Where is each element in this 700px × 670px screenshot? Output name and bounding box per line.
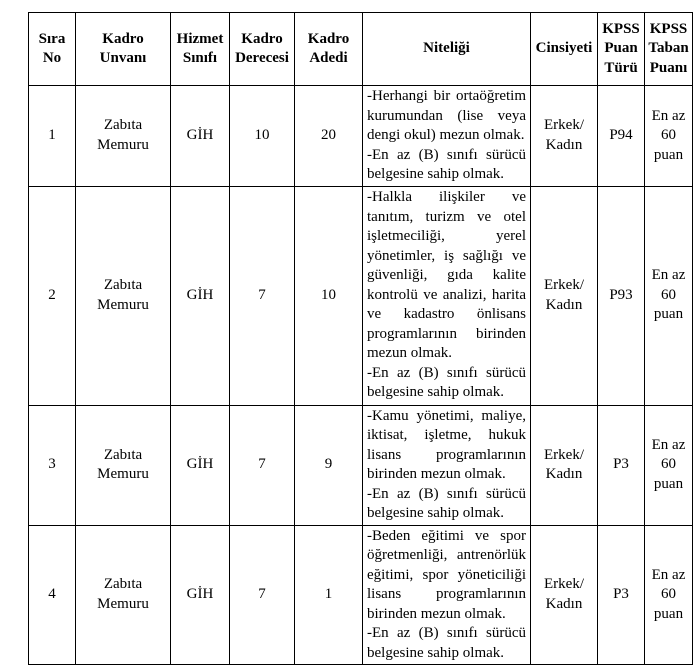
nitelik-license: -En az (B) sınıfı sürücü belgesine sahip olmak.	[367, 364, 526, 401]
header-kadro-derecesi: Kadro Derecesi	[230, 13, 295, 86]
cell-sira: 1	[29, 86, 76, 187]
nitelik-license: -En az (B) sınıfı sürücü belgesine sahip olmak.	[367, 485, 526, 521]
header-cinsiyeti: Cinsiyeti	[531, 13, 598, 86]
header-niteligi: Niteliği	[363, 13, 531, 86]
cell-puan-turu: P3	[598, 525, 645, 665]
cell-sinif: GİH	[171, 405, 230, 525]
cell-cinsiyet: Erkek/ Kadın	[531, 86, 598, 187]
cell-unvan: Zabıta Memuru	[76, 186, 171, 405]
cell-adet: 1	[295, 525, 363, 665]
cell-adet: 9	[295, 405, 363, 525]
cell-puan-turu: P93	[598, 186, 645, 405]
cell-derece: 7	[230, 525, 295, 665]
cell-sinif: GİH	[171, 525, 230, 665]
cell-cinsiyet: Erkek/ Kadın	[531, 186, 598, 405]
header-kadro-adedi: Kadro Adedi	[295, 13, 363, 86]
cell-derece: 7	[230, 186, 295, 405]
header-kadro-unvani: Kadro Unvanı	[76, 13, 171, 86]
cell-derece: 10	[230, 86, 295, 187]
nitelik-license: -En az (B) sınıfı sürücü belgesine sahip olmak.	[367, 625, 526, 661]
cell-nitelik	[363, 86, 531, 187]
cell-sira: 2	[29, 186, 76, 405]
table-row	[29, 405, 693, 525]
cell-adet: 10	[295, 186, 363, 405]
cell-taban-puan: En az 60 puan	[645, 405, 693, 525]
header-hizmet-sinifi: Hizmet Sınıfı	[171, 13, 230, 86]
header-kpss-taban-puani: KPSS Taban Puanı	[645, 13, 693, 86]
cell-unvan: Zabıta Memuru	[76, 405, 171, 525]
table-row	[29, 86, 693, 187]
cell-nitelik	[363, 186, 531, 405]
nitelik-education: -Halkla ilişkiler ve tanıtım, turizm ve otel işletmeciliği, yerel yönetimler, iş sağlığı ve güvenliği, gıda kalite kontrolü ve analizi, harita ve kadastro önlisans programlarının birinden mezun olmak.	[367, 189, 526, 362]
cell-nitelik	[363, 405, 531, 525]
document-page	[28, 12, 693, 665]
header-kpss-puan-turu: KPSS Puan Türü	[598, 13, 645, 86]
cell-sinif: GİH	[171, 86, 230, 187]
cell-unvan: Zabıta Memuru	[76, 525, 171, 665]
cell-sira: 4	[29, 525, 76, 665]
cell-puan-turu: P3	[598, 405, 645, 525]
cell-sira: 3	[29, 405, 76, 525]
cell-puan-turu: P94	[598, 86, 645, 187]
cell-taban-puan: En az 60 puan	[645, 186, 693, 405]
nitelik-education: -Beden eğitimi ve spor öğretmenliği, antrenörlük eğitimi, spor yöneticiliği lisans programlarının birinden mezun olmak.	[367, 527, 526, 622]
header-row	[29, 13, 693, 86]
cell-unvan: Zabıta Memuru	[76, 86, 171, 187]
cell-sinif: GİH	[171, 186, 230, 405]
nitelik-education: -Herhangi bir ortaöğretim kurumundan (lise veya dengi okul) mezun olmak.	[367, 88, 526, 143]
nitelik-education: -Kamu yönetimi, maliye, iktisat, işletme, hukuk lisans programlarının birinden mezun olmak.	[367, 407, 526, 482]
cell-cinsiyet: Erkek/ Kadın	[531, 405, 598, 525]
kadro-table	[28, 12, 693, 665]
cell-cinsiyet: Erkek/ Kadın	[531, 525, 598, 665]
cell-taban-puan: En az 60 puan	[645, 86, 693, 187]
table-row	[29, 525, 693, 665]
cell-derece: 7	[230, 405, 295, 525]
table-row	[29, 186, 693, 405]
cell-nitelik	[363, 525, 531, 665]
cell-adet: 20	[295, 86, 363, 187]
header-sira-no: Sıra No	[29, 13, 76, 86]
nitelik-license: -En az (B) sınıfı sürücü belgesine sahip olmak.	[367, 146, 526, 182]
cell-taban-puan: En az 60 puan	[645, 525, 693, 665]
